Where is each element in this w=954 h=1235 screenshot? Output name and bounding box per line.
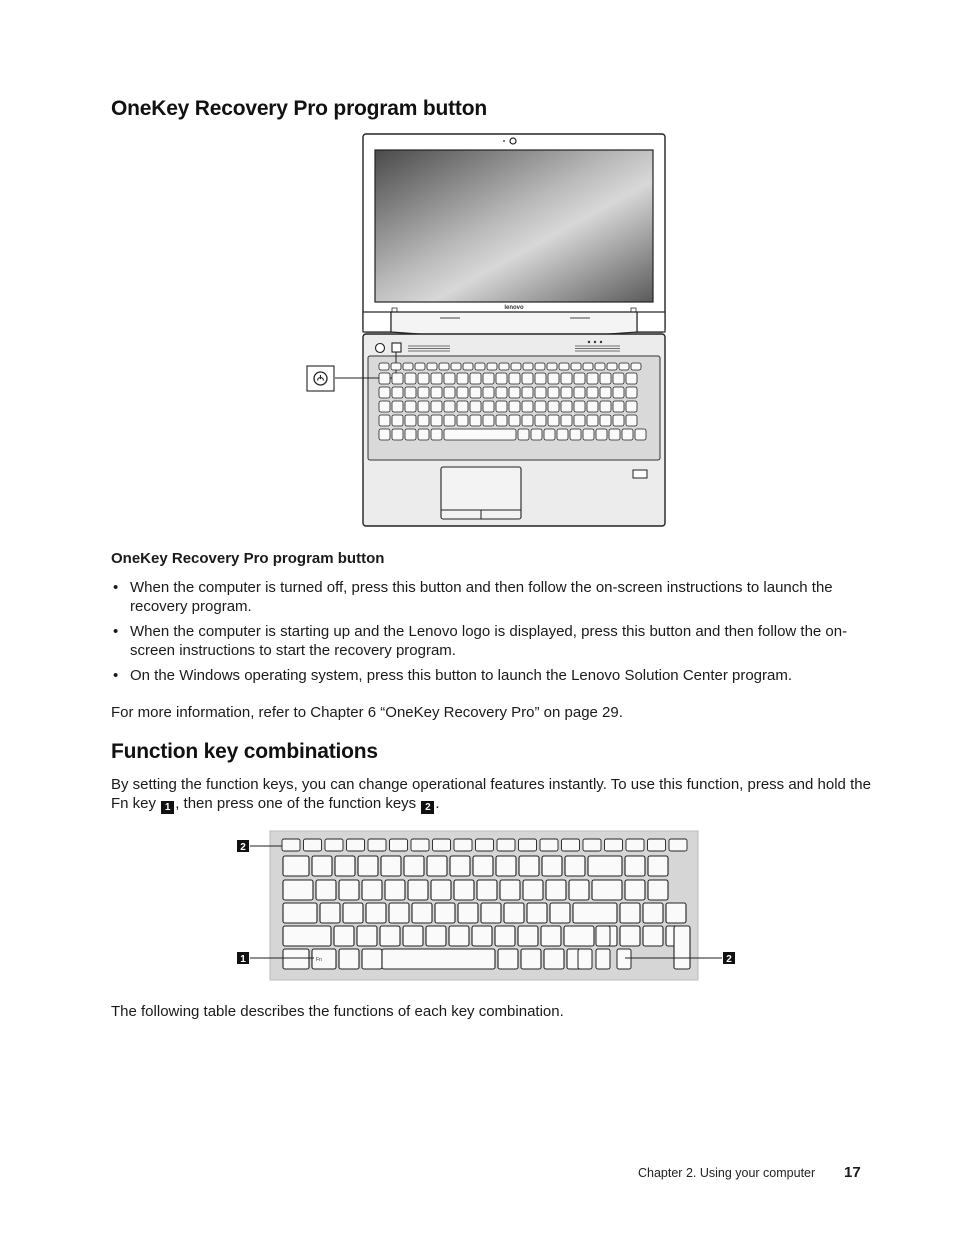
keyboard-key [457,387,468,398]
keyboard-key [418,415,429,426]
keyboard-key [518,926,538,946]
keyboard-key [498,949,518,969]
keyboard-key [509,401,520,412]
keyboard-key [450,856,470,876]
keyboard-key [544,949,564,969]
keyboard-key [519,839,537,851]
keyboard-key [392,387,403,398]
keyboard-key [565,856,585,876]
keyboard-key [320,903,340,923]
keyboard-key [325,839,343,851]
keyboard-key [669,839,687,851]
keyboard-key [368,839,386,851]
onekey-subheading: OneKey Recovery Pro program button [111,550,385,567]
list-item: • On the Windows operating system, press this button to launch the Lenovo Solution Center program. [111,666,871,685]
keyboard-key [500,880,520,900]
keyboard-key [588,856,622,876]
keyboard-key [535,387,546,398]
keyboard-key [477,880,497,900]
keyboard-key [476,839,494,851]
keyboard-key [674,926,690,969]
keyboard-key [379,429,390,440]
keyboard-key [431,373,442,384]
keyboard-key [561,373,572,384]
keyboard-key [435,903,455,923]
keyboard-key [548,387,559,398]
keyboard-key [405,429,416,440]
keyboard-key [625,856,645,876]
keyboard-key [626,387,637,398]
keyboard-key [523,363,533,370]
keyboard-key [283,926,331,946]
keyboard-key [547,363,557,370]
keyboard-key [483,373,494,384]
callout-2-label: 2 [240,842,246,853]
page-number: 17 [844,1164,861,1181]
keyboard-key [509,415,520,426]
keyboard-key [382,949,495,969]
keyboard-key [358,856,378,876]
keyboard-key [609,429,620,440]
keyboard-key [522,415,533,426]
keyboard-key [473,856,493,876]
keyboard-key [631,363,641,370]
keyboard-key [600,401,611,412]
keyboard-key [535,415,546,426]
keyboard-key [511,363,521,370]
keyboard-key [596,926,610,946]
keyboard-key [458,903,478,923]
keyboard-key [622,429,633,440]
keyboard-key [607,363,617,370]
keyboard-key [431,401,442,412]
keyboard-key [570,429,581,440]
keyboard-key [643,926,663,946]
keyboard-key [427,856,447,876]
keyboard-key [357,926,377,946]
keyboard-key [559,363,569,370]
keyboard-key [405,387,416,398]
keyboard-key [613,401,624,412]
keyboard-key [541,926,561,946]
keyboard-key [451,363,461,370]
callout-2-label: 2 [726,954,732,965]
keyboard-key [418,401,429,412]
keyboard-key [426,926,446,946]
keyboard-key [592,880,622,900]
keyboard-key [535,401,546,412]
keyboard-key [540,839,558,851]
keyboard-key [392,401,403,412]
keyboard-key [587,387,598,398]
keyboard-key [412,903,432,923]
keyboard-key [415,363,425,370]
onekey-button-icon [392,343,401,352]
keyboard-key [483,387,494,398]
keyboard-key [470,387,481,398]
keyboard-key [385,880,405,900]
keyboard-key [405,401,416,412]
keyboard-key [283,903,317,923]
keyboard-key [535,363,545,370]
keyboard-key [596,429,607,440]
footer-chapter: Chapter 2. Using your computer [638,1166,816,1180]
keyboard-key [571,363,581,370]
fn-key-label: Fn [316,957,322,963]
keyboard-key [379,363,389,370]
keyboard-key [362,880,382,900]
keyboard-key [587,415,598,426]
keyboard-key [574,401,585,412]
keyboard-key [457,415,468,426]
keyboard-key [470,415,481,426]
keyboard-key [561,415,572,426]
keyboard-key [578,949,592,969]
keyboard-key [431,429,442,440]
keyboard-key [497,839,515,851]
keyboard-key [596,949,610,969]
keyboard-key [499,363,509,370]
list-item: • When the computer is starting up and the Lenovo logo is displayed, press this button and then follow the on-screen instructions to start the recovery program. [111,622,871,660]
keyboard-key [403,363,413,370]
keyboard-key [648,839,666,851]
callout-1-badge: 1 [161,801,174,814]
keyboard-key [391,363,401,370]
keyboard-illustration [230,828,740,984]
keyboard-key [666,903,686,923]
section-title-onekey: OneKey Recovery Pro program button [111,97,487,120]
keyboard-key [283,880,313,900]
keyboard-key [583,839,601,851]
keyboard-key [427,363,437,370]
keyboard-key [439,363,449,370]
keyboard-key [546,880,566,900]
keyboard-key [550,903,570,923]
keyboard-key [379,415,390,426]
keyboard-key [626,373,637,384]
keyboard-key [583,363,593,370]
keyboard-key [544,429,555,440]
keyboard-key [626,401,637,412]
keyboard-key [625,880,645,900]
keyboard-key [605,839,623,851]
keyboard-key [509,387,520,398]
keyboard-key [379,387,390,398]
function-keys-intro: By setting the function keys, you can change operational features instantly. To use this function, press and hold the Fn key 1 , then press one of the function keys 2 . [111,776,871,813]
keyboard-key [620,903,640,923]
keyboard-key [518,429,529,440]
keyboard-key [569,880,589,900]
section-title-function-keys: Function key combinations [111,740,378,763]
keyboard-key [312,856,332,876]
keyboard-key [531,429,542,440]
callout-2-badge: 2 [421,801,434,814]
keyboard-key [548,373,559,384]
keyboard-key [613,415,624,426]
brand-logo: lenovo [504,305,524,311]
keyboard-key [496,401,507,412]
keyboard-key [595,363,605,370]
keyboard-key [635,429,646,440]
keyboard-key [626,415,637,426]
keyboard-key [574,373,585,384]
keyboard-key [444,429,516,440]
keyboard-key [542,856,562,876]
keyboard-key [282,839,300,851]
keyboard-key [283,949,309,969]
keyboard-key [418,373,429,384]
keyboard-key [470,373,481,384]
keyboard-key [509,373,520,384]
callout-1-label: 1 [240,954,246,965]
keyboard-key [557,429,568,440]
keyboard-key [619,363,629,370]
keyboard-key [463,363,473,370]
keyboard-key [573,903,617,923]
keyboard-key [564,926,594,946]
keyboard-key [521,949,541,969]
keyboard-key [587,401,598,412]
keyboard-key [472,926,492,946]
keyboard-key [600,387,611,398]
keyboard-key [405,415,416,426]
keyboard-key [522,387,533,398]
keyboard-key [496,415,507,426]
keyboard-key [496,387,507,398]
closing-text: The following table describes the functions of each key combination. [111,1003,564,1020]
keyboard-key [587,373,598,384]
keyboard-key [392,373,403,384]
keyboard-key [449,926,469,946]
keyboard-key [574,415,585,426]
onekey-bullet-list [111,578,871,691]
more-info-text: For more information, refer to Chapter 6 “OneKey Recovery Pro” on page 29. [111,704,623,721]
keyboard-key [454,839,472,851]
keyboard-key [433,839,451,851]
keyboard-key [481,903,501,923]
keyboard-key [574,387,585,398]
list-item: • When the computer is turned off, press this button and then follow the on-screen instructions to launch the recovery program. [111,578,871,616]
keyboard-key [431,880,451,900]
keyboard-key [444,415,455,426]
keyboard-key [380,926,400,946]
keyboard-key [483,415,494,426]
keyboard-key [561,401,572,412]
keyboard-key [626,839,644,851]
keyboard-key [418,429,429,440]
keyboard-key [613,373,624,384]
keyboard-key [454,880,474,900]
keyboard-key [381,856,401,876]
keyboard-key [561,387,572,398]
keyboard-key [347,839,365,851]
keyboard-key [362,949,382,969]
keyboard-key [304,839,322,851]
keyboard-key [548,415,559,426]
keyboard-key [339,880,359,900]
keyboard-key [457,373,468,384]
keyboard-key [379,373,390,384]
keyboard-key [444,387,455,398]
keyboard-key [403,926,423,946]
keyboard-key [379,401,390,412]
keyboard-key [620,926,640,946]
keyboard-key [283,856,309,876]
keyboard-key [548,401,559,412]
keyboard-key [405,373,416,384]
keyboard-key [648,880,668,900]
keyboard-key [496,856,516,876]
keyboard-key [404,856,424,876]
keyboard-key [643,903,663,923]
keyboard-key [617,949,631,969]
keyboard-key [335,856,355,876]
keyboard-key [522,373,533,384]
keyboard-key [483,401,494,412]
keyboard-key [431,415,442,426]
keyboard-key [613,387,624,398]
keyboard-key [418,387,429,398]
keyboard-key [504,903,524,923]
keyboard-key [339,949,359,969]
keyboard-key [600,373,611,384]
keyboard-key [392,415,403,426]
keyboard-key [389,903,409,923]
keyboard-key [648,856,668,876]
keyboard-key [411,839,429,851]
keyboard-key [495,926,515,946]
keyboard-key [316,880,336,900]
power-button-icon [376,344,385,353]
keyboard-key [334,926,354,946]
keyboard-key [600,415,611,426]
keyboard-key [408,880,428,900]
keyboard-key [444,373,455,384]
keyboard-key [390,839,408,851]
keyboard-key [431,387,442,398]
keyboard-key [527,903,547,923]
keyboard-key [583,429,594,440]
keyboard-key [470,401,481,412]
keyboard-key [535,373,546,384]
keyboard-key [366,903,386,923]
keyboard-key [519,856,539,876]
keyboard-key [496,373,507,384]
keyboard-key [522,401,533,412]
keyboard-key [343,903,363,923]
keyboard-key [444,401,455,412]
keyboard-key [475,363,485,370]
laptop-illustration [300,130,670,532]
keyboard-key [487,363,497,370]
keyboard-key [457,401,468,412]
keyboard-key [562,839,580,851]
keyboard-key [392,429,403,440]
keyboard-key [523,880,543,900]
